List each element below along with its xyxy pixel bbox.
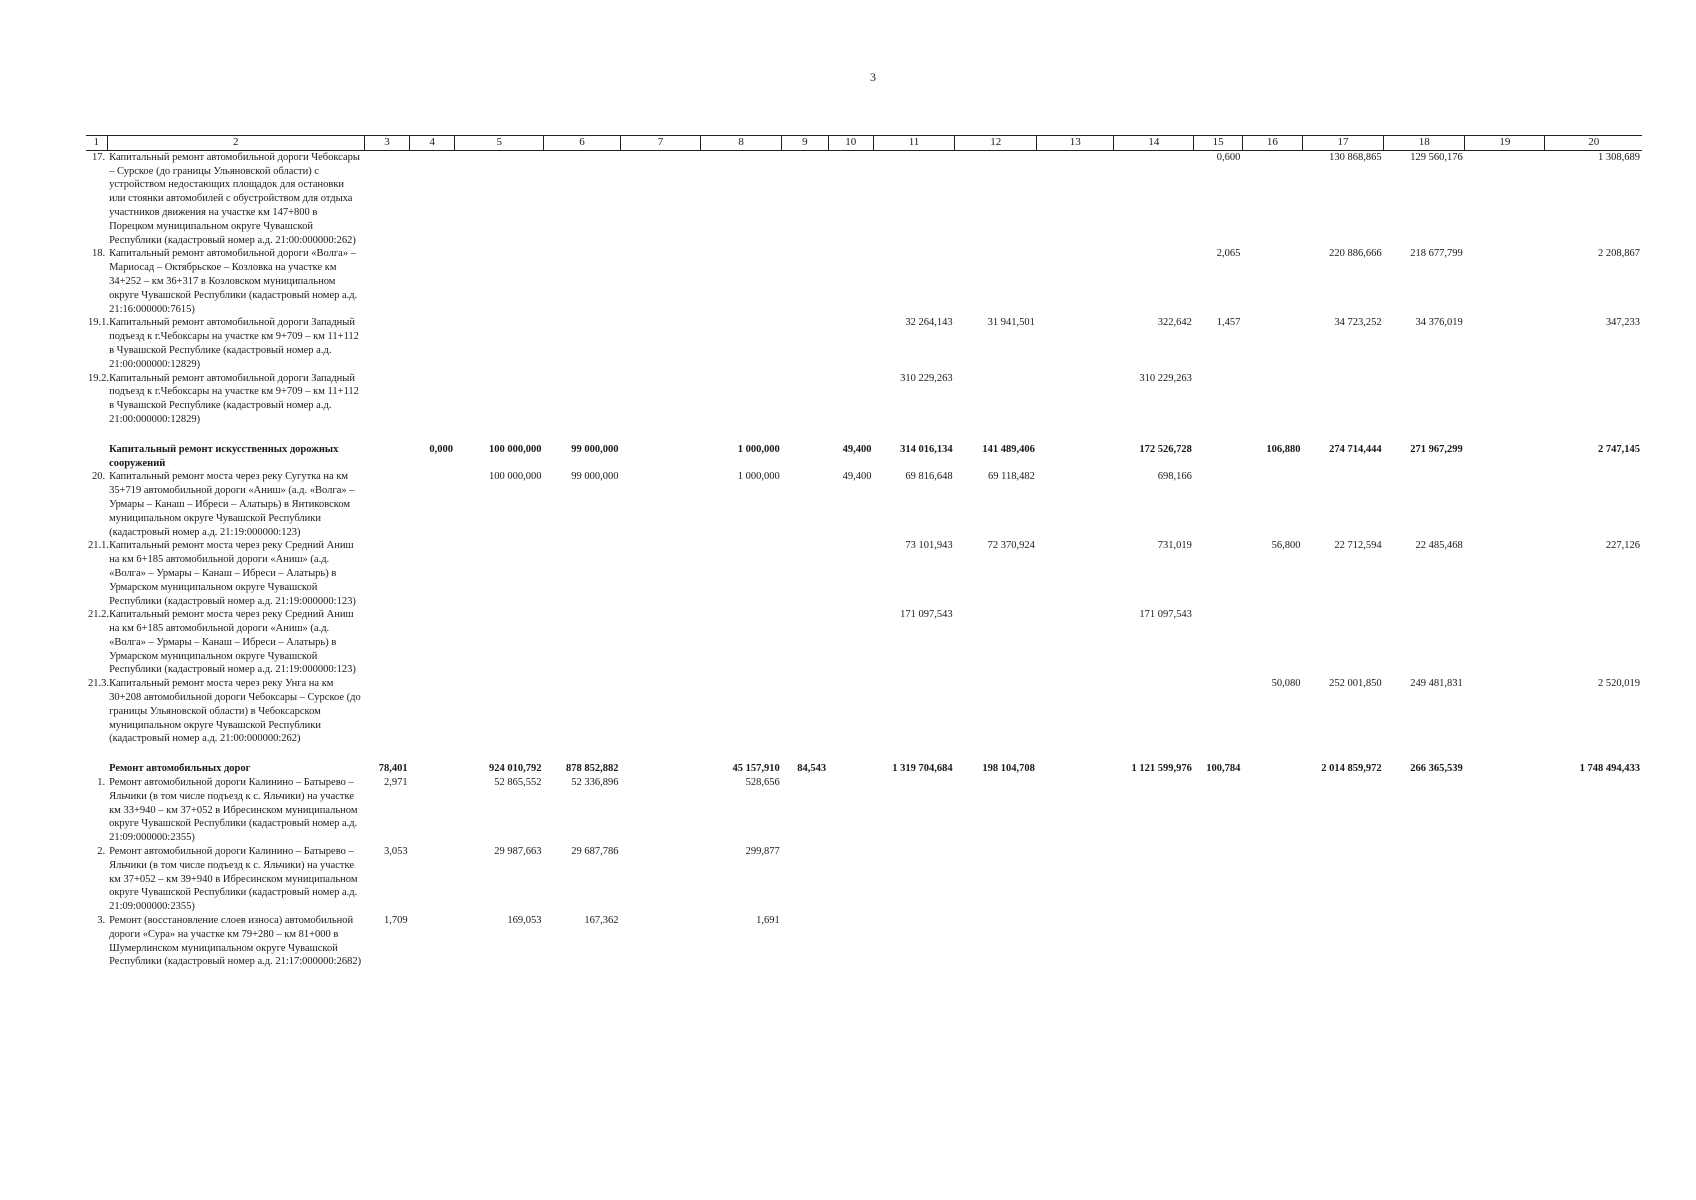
cell-col-4 xyxy=(410,247,455,316)
cell-col-3 xyxy=(364,539,409,608)
cell-col-7 xyxy=(620,776,700,845)
row-number: 1. xyxy=(97,777,106,789)
cell-col-16 xyxy=(1242,150,1302,247)
cell-col-9 xyxy=(782,443,828,471)
cell-col-8 xyxy=(701,608,782,677)
cell-col-19 xyxy=(1465,914,1545,969)
cell-col-19 xyxy=(1465,247,1545,316)
cell-col-11: 32 264,143 xyxy=(905,317,953,329)
cell-col-18 xyxy=(1384,845,1465,914)
cell-col-7 xyxy=(620,914,700,969)
column-header-16: 16 xyxy=(1242,136,1302,151)
cell-col-5: 52 865,552 xyxy=(494,777,542,789)
cell-col-10 xyxy=(828,914,873,969)
cell-col-12 xyxy=(955,914,1037,969)
cell-col-6: 878 852,882 xyxy=(565,763,619,775)
cell-col-15: 0,600 xyxy=(1216,151,1241,163)
cell-col-7 xyxy=(620,443,700,471)
cell-col-11: 1 319 704,684 xyxy=(892,763,953,775)
cell-col-9 xyxy=(782,247,828,316)
cell-col-3 xyxy=(364,608,409,677)
column-header-7: 7 xyxy=(620,136,700,151)
cell-col-8 xyxy=(701,539,782,608)
cell-col-18: 22 485,468 xyxy=(1415,540,1463,552)
row-number: 2. xyxy=(97,846,106,858)
cell-col-14 xyxy=(1114,845,1194,914)
cell-col-8 xyxy=(701,372,782,427)
cell-col-8 xyxy=(701,316,782,371)
cell-col-7 xyxy=(620,845,700,914)
row-number xyxy=(86,762,107,776)
cell-col-5 xyxy=(455,677,544,746)
column-header-12: 12 xyxy=(955,136,1037,151)
cell-col-13 xyxy=(1037,776,1114,845)
cell-col-8 xyxy=(701,247,782,316)
cell-col-8: 1 000,000 xyxy=(737,443,780,455)
cell-col-14 xyxy=(1114,677,1194,746)
cell-col-10 xyxy=(828,776,873,845)
cell-col-11: 310 229,263 xyxy=(900,372,953,384)
cell-col-3: 2,971 xyxy=(384,777,408,789)
cell-col-12 xyxy=(955,776,1037,845)
column-header-1: 1 xyxy=(86,136,107,151)
cell-col-9: 84,543 xyxy=(797,763,827,775)
cell-col-15 xyxy=(1194,608,1242,677)
cell-col-6: 52 336,896 xyxy=(571,777,619,789)
item-name: Капитальный ремонт моста через реку Средний Аниш на км 6+185 автомобильной дороги «Аниш» (а.д. «Волга» – Урмары – Канаш – Ибреси – Алатырь) в Урмарском муниципальном округе Чувашской Республики (кадастровый номер а.д. 21:19:000000:123) xyxy=(109,540,356,607)
cell-col-5 xyxy=(455,150,544,247)
cell-col-17 xyxy=(1302,372,1383,427)
table-body xyxy=(86,150,1642,969)
cell-col-7 xyxy=(620,247,700,316)
cell-col-14: 698,166 xyxy=(1157,471,1192,483)
budget-table xyxy=(86,135,1642,969)
cell-col-20: 2 208,867 xyxy=(1598,248,1640,260)
cell-col-19 xyxy=(1465,608,1545,677)
cell-col-14: 172 526,728 xyxy=(1139,443,1192,455)
cell-col-7 xyxy=(620,677,700,746)
item-name: Капитальный ремонт автомобильной дороги «Волга» – Мариосад – Октябрьское – Козловка на участке км 34+252 – км 36+317 в Козловском муниципальном округе Чувашской Республики (кадастровый номер а.д. 21:16:000000:7615) xyxy=(109,248,358,315)
cell-col-18: 271 967,299 xyxy=(1410,443,1463,455)
cell-col-13 xyxy=(1037,608,1114,677)
cell-col-20 xyxy=(1545,372,1642,427)
cell-col-17 xyxy=(1302,470,1383,539)
cell-col-13 xyxy=(1037,677,1114,746)
cell-col-14 xyxy=(1114,914,1194,969)
cell-col-11: 73 101,943 xyxy=(905,540,953,552)
cell-col-14: 731,019 xyxy=(1157,540,1192,552)
cell-col-6: 29 687,786 xyxy=(571,846,619,858)
cell-col-15 xyxy=(1194,372,1242,427)
cell-col-4 xyxy=(410,608,455,677)
header-row xyxy=(86,136,1642,151)
cell-col-16 xyxy=(1242,845,1302,914)
cell-col-16 xyxy=(1242,470,1302,539)
cell-col-15 xyxy=(1194,539,1242,608)
cell-col-13 xyxy=(1037,470,1114,539)
cell-col-3 xyxy=(364,677,409,746)
cell-col-19 xyxy=(1465,372,1545,427)
table-row xyxy=(86,316,1642,371)
cell-col-16: 106,880 xyxy=(1266,443,1301,455)
column-header-5: 5 xyxy=(455,136,544,151)
cell-col-11 xyxy=(873,247,954,316)
item-name: Ремонт автомобильной дороги Калинино – Батырево – Яльчики (в том числе подъезд к с. Яльчики) на участке км 37+052 – км 39+940 в Ибресинском муниципальном округе Чувашской Республики (кадастровый номер а.д. 21:09:000000:2355) xyxy=(109,846,358,913)
cell-col-3 xyxy=(364,150,409,247)
spacer-row xyxy=(86,427,1642,443)
cell-col-16 xyxy=(1242,316,1302,371)
row-number: 20. xyxy=(91,471,106,483)
cell-col-12: 31 941,501 xyxy=(987,317,1035,329)
cell-col-7 xyxy=(620,372,700,427)
cell-col-4 xyxy=(410,762,455,776)
cell-col-6 xyxy=(544,539,621,608)
cell-col-12: 69 118,482 xyxy=(987,471,1035,483)
cell-col-12 xyxy=(955,372,1037,427)
cell-col-4 xyxy=(410,845,455,914)
cell-col-6 xyxy=(544,372,621,427)
cell-col-16 xyxy=(1242,247,1302,316)
cell-col-4 xyxy=(410,470,455,539)
table-row xyxy=(86,470,1642,539)
cell-col-17: 252 001,850 xyxy=(1329,678,1382,690)
cell-col-4: 0,000 xyxy=(429,443,453,455)
cell-col-10 xyxy=(828,247,873,316)
column-header-14: 14 xyxy=(1114,136,1194,151)
cell-col-15 xyxy=(1194,677,1242,746)
cell-col-10 xyxy=(828,316,873,371)
cell-col-10: 49,400 xyxy=(842,471,872,483)
table-row xyxy=(86,247,1642,316)
cell-col-20: 227,126 xyxy=(1605,540,1640,552)
cell-col-15: 100,784 xyxy=(1206,763,1241,775)
spacer-row xyxy=(86,746,1642,762)
cell-col-10 xyxy=(828,150,873,247)
cell-col-17 xyxy=(1302,914,1383,969)
cell-col-10 xyxy=(828,845,873,914)
section-title: Капитальный ремонт искусственных дорожных сооружений xyxy=(109,443,339,469)
cell-col-5 xyxy=(455,539,544,608)
cell-col-5 xyxy=(455,316,544,371)
column-header-9: 9 xyxy=(782,136,828,151)
cell-col-11 xyxy=(873,845,954,914)
cell-col-13 xyxy=(1037,247,1114,316)
cell-col-4 xyxy=(410,677,455,746)
cell-col-6 xyxy=(544,247,621,316)
cell-col-6 xyxy=(544,150,621,247)
cell-col-12 xyxy=(955,608,1037,677)
cell-col-17: 274 714,444 xyxy=(1329,443,1382,455)
row-number: 21.2. xyxy=(88,609,109,621)
cell-col-12 xyxy=(955,247,1037,316)
cell-col-4 xyxy=(410,539,455,608)
column-header-8: 8 xyxy=(701,136,782,151)
cell-col-15 xyxy=(1194,470,1242,539)
cell-col-18 xyxy=(1384,608,1465,677)
cell-col-6 xyxy=(544,316,621,371)
cell-col-7 xyxy=(620,316,700,371)
cell-col-5: 100 000,000 xyxy=(489,471,542,483)
cell-col-17: 130 868,865 xyxy=(1329,151,1382,163)
cell-col-15 xyxy=(1194,443,1242,471)
table-row xyxy=(86,608,1642,677)
cell-col-14: 322,642 xyxy=(1157,317,1192,329)
cell-col-3 xyxy=(364,372,409,427)
cell-col-6 xyxy=(544,677,621,746)
cell-col-4 xyxy=(410,914,455,969)
cell-col-5 xyxy=(455,247,544,316)
row-number: 18. xyxy=(91,248,106,260)
column-header-13: 13 xyxy=(1037,136,1114,151)
cell-col-13 xyxy=(1037,914,1114,969)
cell-col-11: 171 097,543 xyxy=(900,609,953,621)
cell-col-16 xyxy=(1242,608,1302,677)
column-header-6: 6 xyxy=(544,136,621,151)
cell-col-16 xyxy=(1242,372,1302,427)
cell-col-20: 1 308,689 xyxy=(1598,151,1640,163)
page-number: 3 xyxy=(870,70,876,84)
column-header-15: 15 xyxy=(1194,136,1242,151)
cell-col-3 xyxy=(364,443,409,471)
cell-col-8 xyxy=(701,677,782,746)
column-header-3: 3 xyxy=(364,136,409,151)
cell-col-10 xyxy=(828,762,873,776)
cell-col-8: 528,656 xyxy=(745,777,780,789)
cell-col-10 xyxy=(828,372,873,427)
cell-col-12 xyxy=(955,150,1037,247)
cell-col-13 xyxy=(1037,150,1114,247)
row-number: 21.3. xyxy=(88,678,109,690)
cell-col-19 xyxy=(1465,845,1545,914)
cell-col-19 xyxy=(1465,762,1545,776)
cell-col-12 xyxy=(955,845,1037,914)
cell-col-17 xyxy=(1302,608,1383,677)
table-row xyxy=(86,914,1642,969)
cell-col-15 xyxy=(1194,776,1242,845)
item-name: Капитальный ремонт моста через реку Унга на км 30+208 автомобильной дороги Чебоксары – Сурское (до границы Ульяновской области) в Чебоксарском муниципальном округе Чувашской Республики (кадастровый номер а.д. 21:00:000000:262) xyxy=(109,678,361,745)
cell-col-18: 249 481,831 xyxy=(1410,678,1463,690)
cell-col-13 xyxy=(1037,316,1114,371)
table-row xyxy=(86,539,1642,608)
cell-col-5: 924 010,792 xyxy=(489,763,542,775)
cell-col-11 xyxy=(873,677,954,746)
cell-col-17 xyxy=(1302,845,1383,914)
cell-col-18 xyxy=(1384,470,1465,539)
row-number: 3. xyxy=(97,915,106,927)
cell-col-8: 1,691 xyxy=(756,915,780,927)
column-header-20: 20 xyxy=(1545,136,1642,151)
cell-col-9 xyxy=(782,150,828,247)
row-number: 19.1. xyxy=(88,317,109,329)
cell-col-17: 22 712,594 xyxy=(1334,540,1382,552)
cell-col-4 xyxy=(410,316,455,371)
cell-col-18: 129 560,176 xyxy=(1410,151,1463,163)
cell-col-16: 50,080 xyxy=(1271,678,1301,690)
cell-col-12: 198 104,708 xyxy=(982,763,1035,775)
row-number: 21.1. xyxy=(88,540,109,552)
cell-col-7 xyxy=(620,150,700,247)
cell-col-8: 299,877 xyxy=(745,846,780,858)
cell-col-5 xyxy=(455,372,544,427)
cell-col-15 xyxy=(1194,914,1242,969)
cell-col-16 xyxy=(1242,776,1302,845)
cell-col-17 xyxy=(1302,776,1383,845)
cell-col-4 xyxy=(410,372,455,427)
row-number: 17. xyxy=(91,151,106,163)
cell-col-20: 347,233 xyxy=(1605,317,1640,329)
cell-col-9 xyxy=(782,608,828,677)
cell-col-8 xyxy=(701,150,782,247)
cell-col-8: 1 000,000 xyxy=(737,471,780,483)
cell-col-9 xyxy=(782,539,828,608)
item-name: Капитальный ремонт автомобильной дороги Западный подъезд к г.Чебоксары на участке км 9+709 – км 11+112 в Чувашской Республике (кадастровый номер а.д. 21:00:000000:12829) xyxy=(109,372,359,425)
row-number: 19.2. xyxy=(88,372,109,384)
section-row xyxy=(86,443,1642,471)
cell-col-5: 29 987,663 xyxy=(494,846,542,858)
cell-col-5: 100 000,000 xyxy=(489,443,542,455)
cell-col-12 xyxy=(955,677,1037,746)
cell-col-9 xyxy=(782,316,828,371)
cell-col-11: 69 816,648 xyxy=(905,471,953,483)
cell-col-20 xyxy=(1545,608,1642,677)
cell-col-6 xyxy=(544,608,621,677)
cell-col-19 xyxy=(1465,150,1545,247)
cell-col-13 xyxy=(1037,762,1114,776)
cell-col-9 xyxy=(782,372,828,427)
item-name: Ремонт (восстановление слоев износа) автомобильной дороги «Сура» на участке км 79+280 – км 81+000 в Шумерлинском муниципальном округе Чувашской Республики (кадастровый номер а.д. 21:17:000000:2682) xyxy=(109,915,362,968)
cell-col-14 xyxy=(1114,150,1194,247)
cell-col-14: 1 121 599,976 xyxy=(1131,763,1192,775)
cell-col-11 xyxy=(873,776,954,845)
cell-col-10 xyxy=(828,608,873,677)
column-header-11: 11 xyxy=(873,136,954,151)
cell-col-20 xyxy=(1545,914,1642,969)
item-name: Капитальный ремонт моста через реку Средний Аниш на км 6+185 автомобильной дороги «Аниш» (а.д. «Волга» – Урмары – Канаш – Ибреси – Алатырь) в Урмарском муниципальном округе Чувашской Республики (кадастровый номер а.д. 21:19:000000:123) xyxy=(109,609,356,676)
cell-col-19 xyxy=(1465,443,1545,471)
cell-col-9 xyxy=(782,914,828,969)
cell-col-3 xyxy=(364,470,409,539)
cell-col-9 xyxy=(782,470,828,539)
cell-col-18: 218 677,799 xyxy=(1410,248,1463,260)
row-number xyxy=(86,443,107,471)
cell-col-9 xyxy=(782,677,828,746)
cell-col-17: 220 886,666 xyxy=(1329,248,1382,260)
cell-col-17: 34 723,252 xyxy=(1334,317,1382,329)
cell-col-13 xyxy=(1037,845,1114,914)
cell-col-3 xyxy=(364,316,409,371)
cell-col-17: 2 014 859,972 xyxy=(1321,763,1382,775)
cell-col-6: 167,362 xyxy=(584,915,619,927)
cell-col-11 xyxy=(873,150,954,247)
table-row xyxy=(86,372,1642,427)
cell-col-3: 1,709 xyxy=(384,915,408,927)
cell-col-13 xyxy=(1037,539,1114,608)
table-row xyxy=(86,776,1642,845)
column-header-18: 18 xyxy=(1384,136,1465,151)
section-row xyxy=(86,762,1642,776)
column-header-19: 19 xyxy=(1465,136,1545,151)
cell-col-20: 2 747,145 xyxy=(1598,443,1640,455)
cell-col-6: 99 000,000 xyxy=(571,443,619,455)
table-row xyxy=(86,150,1642,247)
cell-col-11 xyxy=(873,914,954,969)
item-name: Капитальный ремонт автомобильной дороги Чебоксары – Сурское (до границы Ульяновской области) с устройством недостающих площадок для остановки или стоянки автомобилей с обустройством для отдыха участников движения на участке км 147+800 в Порецком муниципальном округе Чувашской Республики (кадастровый номер а.д. 21:00:000000:262) xyxy=(109,151,360,246)
cell-col-16 xyxy=(1242,914,1302,969)
cell-col-4 xyxy=(410,776,455,845)
table-row xyxy=(86,677,1642,746)
cell-col-6: 99 000,000 xyxy=(571,471,619,483)
column-header-2: 2 xyxy=(107,136,364,151)
cell-col-18: 34 376,019 xyxy=(1415,317,1463,329)
cell-col-18 xyxy=(1384,776,1465,845)
section-title: Ремонт автомобильных дорог xyxy=(109,763,251,775)
column-header-4: 4 xyxy=(410,136,455,151)
column-header-10: 10 xyxy=(828,136,873,151)
cell-col-7 xyxy=(620,608,700,677)
cell-col-14 xyxy=(1114,247,1194,316)
cell-col-14 xyxy=(1114,776,1194,845)
cell-col-11: 314 016,134 xyxy=(900,443,953,455)
cell-col-16 xyxy=(1242,762,1302,776)
cell-col-20 xyxy=(1545,776,1642,845)
cell-col-7 xyxy=(620,470,700,539)
cell-col-19 xyxy=(1465,316,1545,371)
cell-col-3: 3,053 xyxy=(384,846,408,858)
item-name: Капитальный ремонт моста через реку Сугутка на км 35+719 автомобильной дороги «Аниш» (а.д. «Волга» – Урмары – Канаш – Ибреси – Алатырь) в Янтиковском муниципальном округе Чувашской Республики (кадастровый номер а.д. 21:19:000000:123) xyxy=(109,471,355,538)
cell-col-10 xyxy=(828,539,873,608)
cell-col-19 xyxy=(1465,539,1545,608)
cell-col-5: 169,053 xyxy=(507,915,542,927)
cell-col-12: 72 370,924 xyxy=(987,540,1035,552)
cell-col-20: 1 748 494,433 xyxy=(1579,763,1640,775)
cell-col-20: 2 520,019 xyxy=(1598,678,1640,690)
cell-col-7 xyxy=(620,762,700,776)
cell-col-10: 49,400 xyxy=(842,443,872,455)
cell-col-14: 310 229,263 xyxy=(1139,372,1192,384)
cell-col-19 xyxy=(1465,677,1545,746)
table-row xyxy=(86,845,1642,914)
cell-col-9 xyxy=(782,845,828,914)
item-name: Капитальный ремонт автомобильной дороги Западный подъезд к г.Чебоксары на участке км 9+709 – км 11+112 в Чувашской Республике (кадастровый номер а.д. 21:00:000000:12829) xyxy=(109,317,359,370)
cell-col-20 xyxy=(1545,845,1642,914)
cell-col-18 xyxy=(1384,914,1465,969)
cell-col-8: 45 157,910 xyxy=(732,763,780,775)
cell-col-4 xyxy=(410,150,455,247)
cell-col-13 xyxy=(1037,443,1114,471)
cell-col-19 xyxy=(1465,470,1545,539)
cell-col-5 xyxy=(455,608,544,677)
cell-col-9 xyxy=(782,776,828,845)
cell-col-15 xyxy=(1194,845,1242,914)
column-header-17: 17 xyxy=(1302,136,1383,151)
cell-col-13 xyxy=(1037,372,1114,427)
cell-col-18: 266 365,539 xyxy=(1410,763,1463,775)
cell-col-20 xyxy=(1545,470,1642,539)
cell-col-10 xyxy=(828,677,873,746)
cell-col-3: 78,401 xyxy=(378,763,408,775)
cell-col-12: 141 489,406 xyxy=(982,443,1035,455)
cell-col-15: 1,457 xyxy=(1216,317,1241,329)
cell-col-16: 56,800 xyxy=(1271,540,1301,552)
item-name: Ремонт автомобильной дороги Калинино – Батырево – Яльчики (в том числе подъезд к с. Яльчики) на участке км 33+940 – км 37+052 в Ибресинском муниципальном округе Чувашской Республики (кадастровый номер а.д. 21:09:000000:2355) xyxy=(109,777,358,844)
cell-col-18 xyxy=(1384,372,1465,427)
cell-col-3 xyxy=(364,247,409,316)
cell-col-15: 2,065 xyxy=(1216,248,1241,260)
cell-col-7 xyxy=(620,539,700,608)
cell-col-14: 171 097,543 xyxy=(1139,609,1192,621)
cell-col-19 xyxy=(1465,776,1545,845)
